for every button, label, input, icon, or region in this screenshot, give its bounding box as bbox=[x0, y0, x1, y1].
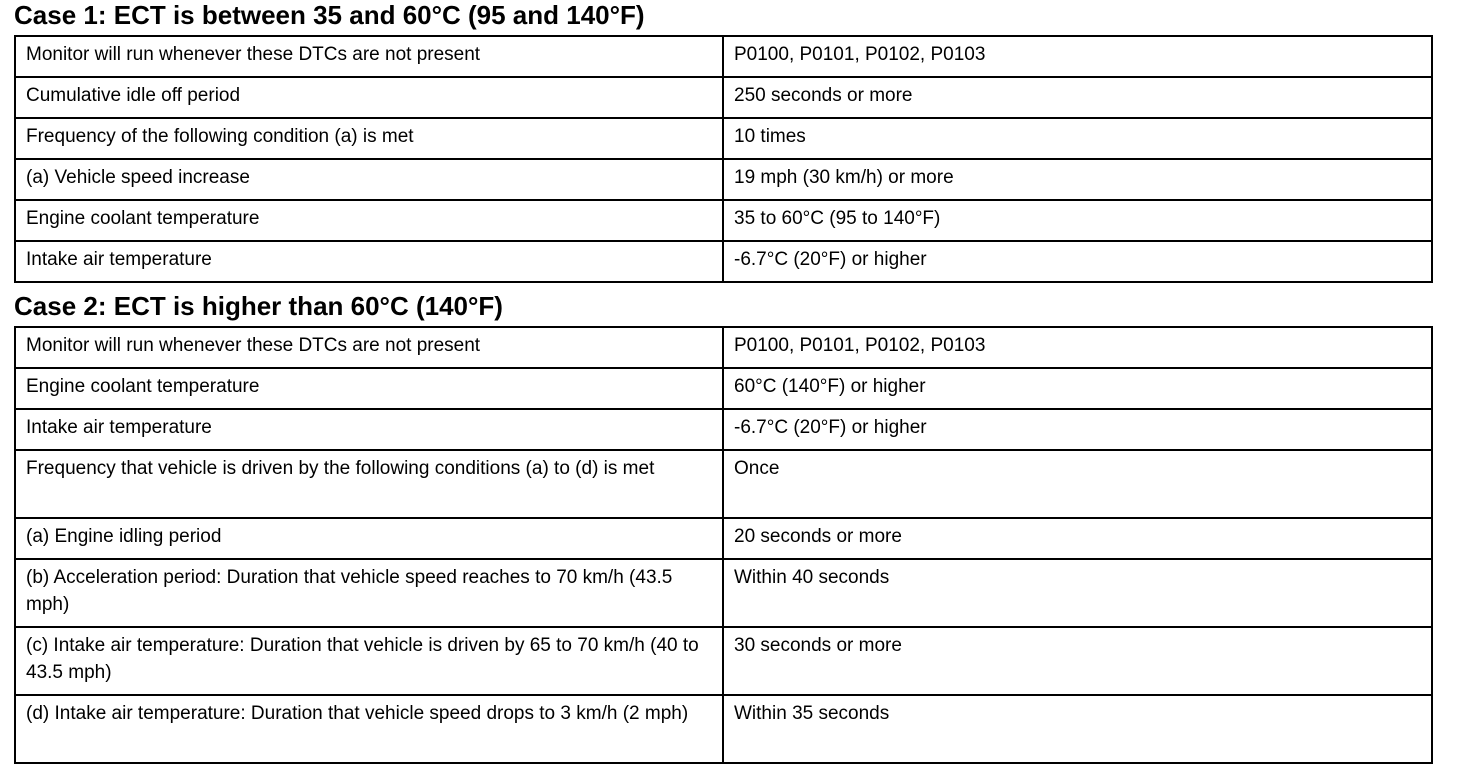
table-row bbox=[15, 695, 1432, 763]
case-2-table bbox=[14, 326, 1433, 764]
table-row bbox=[15, 77, 1432, 118]
value-cell: 250 seconds or more bbox=[723, 77, 1432, 118]
table-row bbox=[15, 200, 1432, 241]
condition-cell: Frequency that vehicle is driven by the following conditions (a) to (d) is met bbox=[15, 450, 723, 518]
value-cell: Within 35 seconds bbox=[723, 695, 1432, 763]
value-cell: 30 seconds or more bbox=[723, 627, 1432, 695]
table-row bbox=[15, 627, 1432, 695]
value-cell: P0100, P0101, P0102, P0103 bbox=[723, 327, 1432, 368]
condition-cell: (d) Intake air temperature: Duration that vehicle speed drops to 3 km/h (2 mph) bbox=[15, 695, 723, 763]
table-row bbox=[15, 409, 1432, 450]
table-row bbox=[15, 159, 1432, 200]
table-row bbox=[15, 327, 1432, 368]
value-cell: 10 times bbox=[723, 118, 1432, 159]
value-cell: -6.7°C (20°F) or higher bbox=[723, 409, 1432, 450]
value-cell: P0100, P0101, P0102, P0103 bbox=[723, 36, 1432, 77]
value-cell: -6.7°C (20°F) or higher bbox=[723, 241, 1432, 282]
table-row bbox=[15, 518, 1432, 559]
condition-cell: Engine coolant temperature bbox=[15, 368, 723, 409]
value-cell: 35 to 60°C (95 to 140°F) bbox=[723, 200, 1432, 241]
table-row bbox=[15, 36, 1432, 77]
condition-cell: Cumulative idle off period bbox=[15, 77, 723, 118]
case-1-table bbox=[14, 35, 1433, 283]
condition-cell: Intake air temperature bbox=[15, 241, 723, 282]
table-row bbox=[15, 118, 1432, 159]
condition-cell: Intake air temperature bbox=[15, 409, 723, 450]
case-1-title: Case 1: ECT is between 35 and 60°C (95 and 140°F) bbox=[14, 0, 645, 30]
table-row bbox=[15, 368, 1432, 409]
value-cell: Within 40 seconds bbox=[723, 559, 1432, 627]
value-cell: 19 mph (30 km/h) or more bbox=[723, 159, 1432, 200]
table-row bbox=[15, 450, 1432, 518]
case-2-title: Case 2: ECT is higher than 60°C (140°F) bbox=[14, 291, 503, 321]
table-row bbox=[15, 241, 1432, 282]
value-cell: Once bbox=[723, 450, 1432, 518]
value-cell: 60°C (140°F) or higher bbox=[723, 368, 1432, 409]
table-row bbox=[15, 559, 1432, 627]
condition-cell: Monitor will run whenever these DTCs are not present bbox=[15, 36, 723, 77]
condition-cell: Frequency of the following condition (a) is met bbox=[15, 118, 723, 159]
condition-cell: (a) Vehicle speed increase bbox=[15, 159, 723, 200]
condition-cell: (c) Intake air temperature: Duration that vehicle is driven by 65 to 70 km/h (40 to 43.5 mph) bbox=[15, 627, 723, 695]
condition-cell: Monitor will run whenever these DTCs are not present bbox=[15, 327, 723, 368]
value-cell: 20 seconds or more bbox=[723, 518, 1432, 559]
condition-cell: Engine coolant temperature bbox=[15, 200, 723, 241]
condition-cell: (a) Engine idling period bbox=[15, 518, 723, 559]
condition-cell: (b) Acceleration period: Duration that vehicle speed reaches to 70 km/h (43.5 mph) bbox=[15, 559, 723, 627]
